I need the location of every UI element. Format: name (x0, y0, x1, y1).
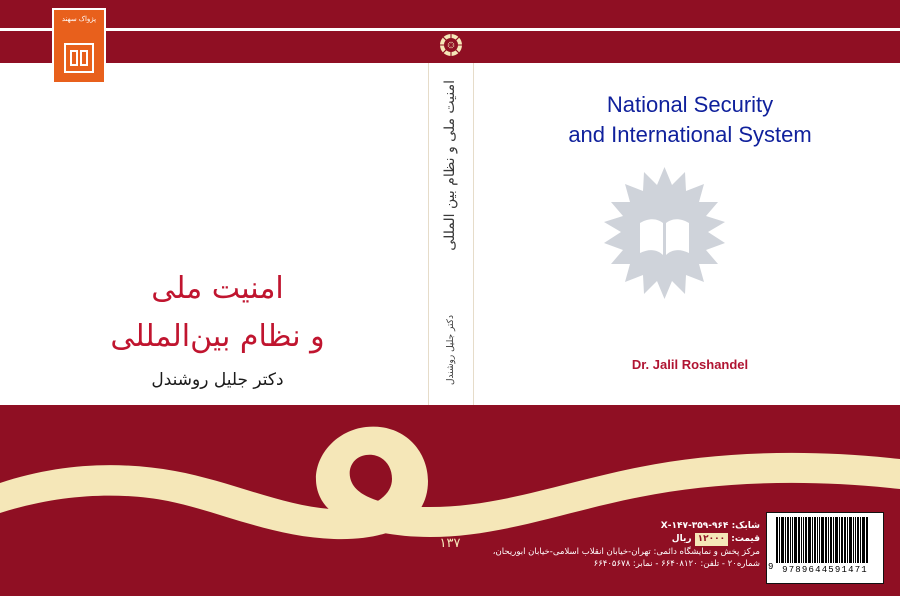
front-cover-title (490, 90, 890, 150)
publisher-logo-mark (64, 43, 94, 73)
back-cover-title (20, 265, 415, 361)
front-title-line-1: National Security (606, 92, 774, 117)
spine-page-number: ۱۳۷ (439, 536, 461, 551)
isbn-label: شابک: (731, 521, 760, 531)
isbn-line (430, 520, 760, 533)
address-line-2: شماره۲۰ - تلفن: ۶۶۴۰۸۱۲۰ - نمابر: ۶۶۴۰۵۶۷۸ (593, 559, 760, 569)
price-currency: ریال (671, 534, 692, 544)
back-cover-info (430, 520, 760, 570)
publisher-logo-label: پژواک سهند (61, 16, 97, 23)
isbn-value: ۹۶۴-۳۵۹-۱۴۷-X (660, 521, 729, 531)
spine-author (433, 315, 469, 405)
back-title-line-1: امنیت ملی (151, 271, 284, 306)
price-line (430, 533, 760, 546)
address-line-1: مرکز پخش و نمایشگاه دائمی: تهران-خیابان انقلاب اسلامی-خیابان ابوریحان، (492, 547, 760, 557)
top-band-upper (0, 0, 900, 28)
spine-author-text: دکتر جلیل روشندل (446, 315, 456, 385)
back-cover-author: دکتر جلیل روشندل (151, 370, 284, 390)
spine-medallion-icon (437, 31, 465, 59)
barcode-left-digit: 9 (768, 562, 774, 572)
open-book-star-emblem-icon (592, 165, 737, 310)
front-title-line-2: and International System (568, 122, 812, 147)
price-value: ۱۲۰۰۰ (695, 533, 728, 546)
barcode (766, 512, 884, 584)
back-title-line-2: و نظام بین‌المللی (110, 319, 325, 354)
price-label: قیمت: (731, 534, 760, 544)
front-cover-author: Dr. Jalil Roshandel (631, 357, 749, 372)
barcode-bars (776, 517, 880, 563)
publisher-logo (52, 8, 106, 84)
barcode-digits: 9789644591471 (782, 565, 868, 575)
spine-title-text: امنیت ملی و نظام بین المللی (442, 80, 458, 251)
spine-title (430, 80, 470, 280)
